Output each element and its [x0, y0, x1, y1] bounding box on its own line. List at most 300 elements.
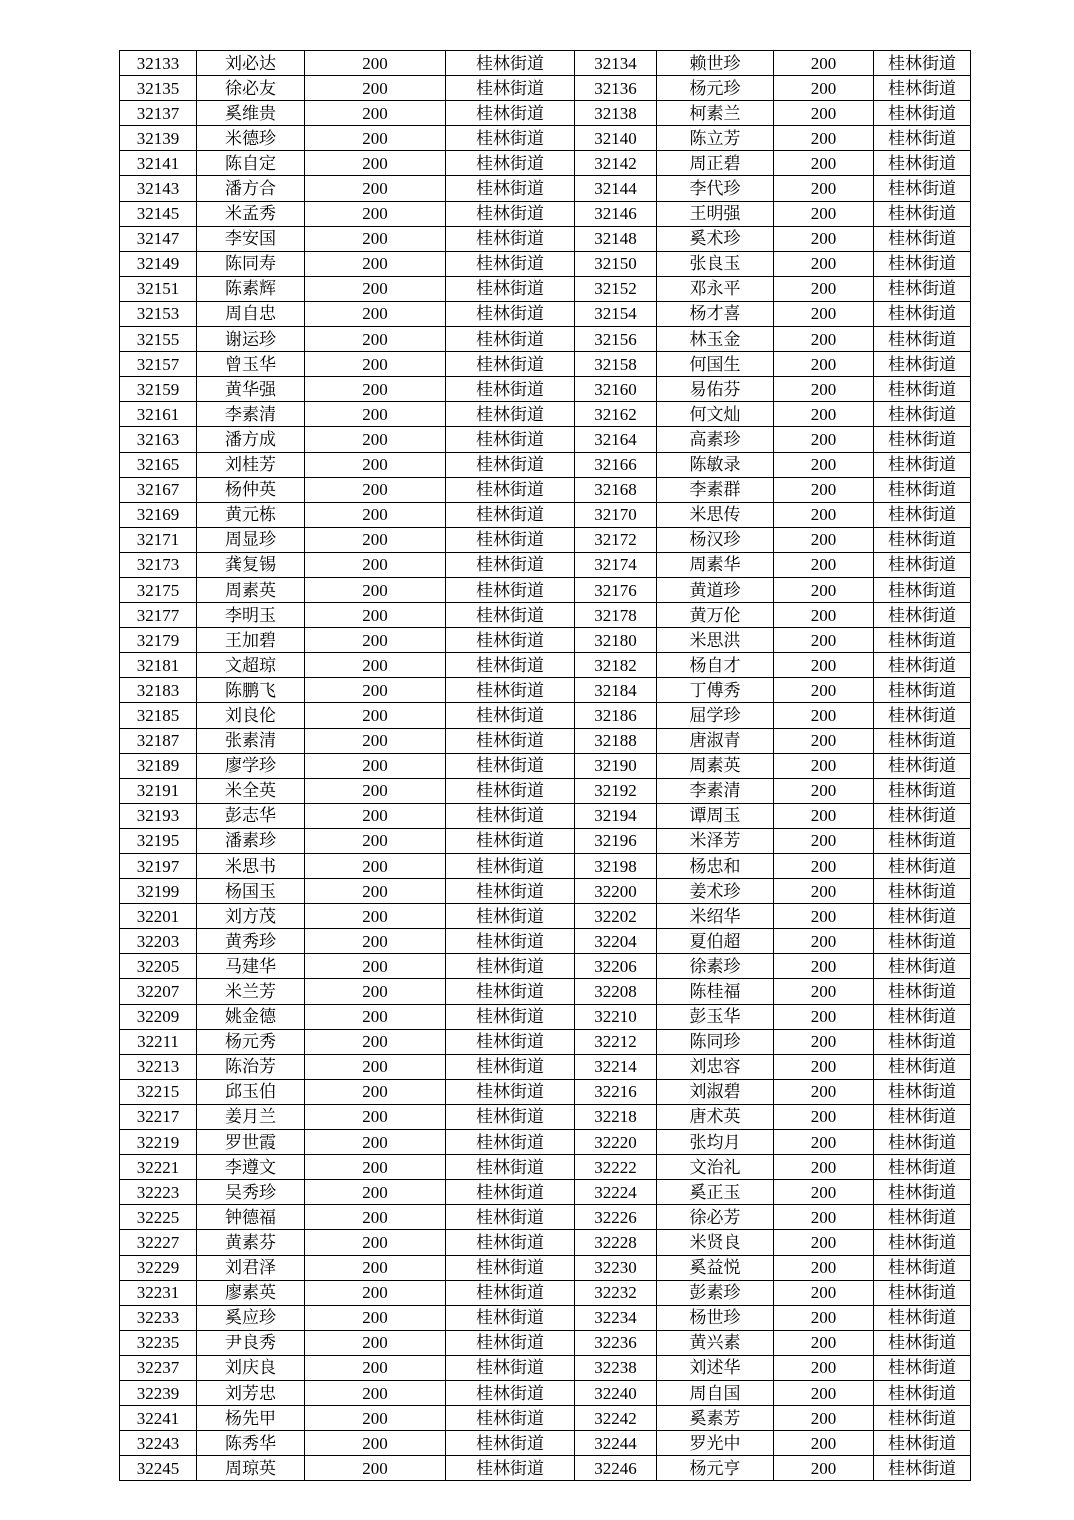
cell-street-name: 桂林街道 [874, 653, 971, 678]
cell-street-name: 桂林街道 [874, 778, 971, 803]
cell-serial-number: 32187 [120, 728, 197, 753]
cell-street-name: 桂林街道 [874, 1406, 971, 1431]
cell-amount: 200 [774, 703, 874, 728]
cell-person-name: 米全英 [197, 778, 305, 803]
table-row [120, 1305, 971, 1330]
cell-person-name: 刘良伦 [197, 703, 305, 728]
table-row [120, 427, 971, 452]
cell-street-name: 桂林街道 [446, 577, 575, 602]
cell-street-name: 桂林街道 [446, 427, 575, 452]
cell-street-name: 桂林街道 [446, 301, 575, 326]
cell-amount: 200 [774, 201, 874, 226]
cell-serial-number: 32162 [575, 402, 657, 427]
cell-person-name: 龚复锡 [197, 552, 305, 577]
cell-person-name: 刘庆良 [197, 1355, 305, 1380]
cell-serial-number: 32168 [575, 477, 657, 502]
cell-amount: 200 [305, 653, 446, 678]
cell-person-name: 黄秀珍 [197, 929, 305, 954]
cell-person-name: 彭玉华 [657, 1004, 774, 1029]
cell-person-name: 陈自定 [197, 151, 305, 176]
cell-serial-number: 32157 [120, 352, 197, 377]
cell-person-name: 米兰芳 [197, 979, 305, 1004]
cell-serial-number: 32177 [120, 603, 197, 628]
cell-street-name: 桂林街道 [874, 1205, 971, 1230]
cell-serial-number: 32145 [120, 201, 197, 226]
table-row [120, 1456, 971, 1481]
cell-amount: 200 [774, 352, 874, 377]
cell-street-name: 桂林街道 [874, 577, 971, 602]
cell-person-name: 陈鹏飞 [197, 678, 305, 703]
cell-street-name: 桂林街道 [874, 828, 971, 853]
cell-serial-number: 32222 [575, 1155, 657, 1180]
table-row [120, 653, 971, 678]
cell-person-name: 米贤良 [657, 1230, 774, 1255]
table-row [120, 879, 971, 904]
table-row [120, 1255, 971, 1280]
cell-serial-number: 32148 [575, 226, 657, 251]
cell-person-name: 杨先甲 [197, 1406, 305, 1431]
cell-person-name: 何国生 [657, 352, 774, 377]
cell-serial-number: 32223 [120, 1180, 197, 1205]
cell-serial-number: 32198 [575, 854, 657, 879]
cell-street-name: 桂林街道 [446, 803, 575, 828]
table-row [120, 1280, 971, 1305]
cell-serial-number: 32139 [120, 126, 197, 151]
cell-amount: 200 [774, 1004, 874, 1029]
cell-street-name: 桂林街道 [874, 954, 971, 979]
cell-street-name: 桂林街道 [446, 477, 575, 502]
cell-person-name: 赖世珍 [657, 51, 774, 76]
cell-street-name: 桂林街道 [874, 427, 971, 452]
cell-person-name: 周自忠 [197, 301, 305, 326]
cell-street-name: 桂林街道 [874, 628, 971, 653]
cell-street-name: 桂林街道 [874, 176, 971, 201]
cell-amount: 200 [774, 226, 874, 251]
cell-serial-number: 32220 [575, 1130, 657, 1155]
cell-amount: 200 [305, 527, 446, 552]
cell-person-name: 邓永平 [657, 276, 774, 301]
cell-street-name: 桂林街道 [446, 1406, 575, 1431]
cell-person-name: 彭志华 [197, 803, 305, 828]
cell-serial-number: 32160 [575, 377, 657, 402]
table-row [120, 76, 971, 101]
cell-street-name: 桂林街道 [874, 1180, 971, 1205]
cell-person-name: 钟德福 [197, 1205, 305, 1230]
cell-serial-number: 32156 [575, 327, 657, 352]
table-row [120, 1029, 971, 1054]
cell-amount: 200 [774, 653, 874, 678]
cell-person-name: 周素华 [657, 552, 774, 577]
cell-amount: 200 [305, 1255, 446, 1280]
cell-serial-number: 32144 [575, 176, 657, 201]
cell-amount: 200 [305, 226, 446, 251]
table-row [120, 1054, 971, 1079]
cell-street-name: 桂林街道 [874, 301, 971, 326]
cell-amount: 200 [305, 427, 446, 452]
cell-person-name: 马建华 [197, 954, 305, 979]
cell-amount: 200 [774, 276, 874, 301]
cell-street-name: 桂林街道 [446, 929, 575, 954]
cell-person-name: 杨世珍 [657, 1305, 774, 1330]
cell-serial-number: 32206 [575, 954, 657, 979]
table-row [120, 301, 971, 326]
table-row [120, 377, 971, 402]
cell-person-name: 高素珍 [657, 427, 774, 452]
cell-street-name: 桂林街道 [874, 151, 971, 176]
cell-street-name: 桂林街道 [874, 251, 971, 276]
cell-street-name: 桂林街道 [874, 327, 971, 352]
cell-serial-number: 32200 [575, 879, 657, 904]
table-row [120, 603, 971, 628]
cell-person-name: 陈秀华 [197, 1431, 305, 1456]
cell-street-name: 桂林街道 [446, 828, 575, 853]
cell-person-name: 潘方成 [197, 427, 305, 452]
table-row [120, 1330, 971, 1355]
cell-street-name: 桂林街道 [874, 377, 971, 402]
cell-amount: 200 [774, 251, 874, 276]
cell-amount: 200 [305, 452, 446, 477]
cell-serial-number: 32229 [120, 1255, 197, 1280]
cell-serial-number: 32142 [575, 151, 657, 176]
cell-amount: 200 [774, 301, 874, 326]
roster-table-body [120, 51, 971, 1481]
table-row [120, 1205, 971, 1230]
cell-person-name: 陈素辉 [197, 276, 305, 301]
cell-person-name: 周正碧 [657, 151, 774, 176]
cell-street-name: 桂林街道 [446, 1380, 575, 1405]
cell-amount: 200 [305, 628, 446, 653]
cell-serial-number: 32214 [575, 1054, 657, 1079]
cell-street-name: 桂林街道 [874, 753, 971, 778]
cell-amount: 200 [774, 527, 874, 552]
cell-person-name: 杨汉珍 [657, 527, 774, 552]
cell-street-name: 桂林街道 [874, 1456, 971, 1481]
cell-amount: 200 [305, 51, 446, 76]
cell-amount: 200 [305, 828, 446, 853]
cell-street-name: 桂林街道 [874, 879, 971, 904]
cell-person-name: 陈治芳 [197, 1054, 305, 1079]
cell-amount: 200 [305, 1104, 446, 1129]
cell-amount: 200 [774, 452, 874, 477]
cell-street-name: 桂林街道 [874, 728, 971, 753]
cell-street-name: 桂林街道 [446, 452, 575, 477]
cell-person-name: 陈敏录 [657, 452, 774, 477]
cell-street-name: 桂林街道 [874, 904, 971, 929]
cell-person-name: 唐术英 [657, 1104, 774, 1129]
cell-serial-number: 32233 [120, 1305, 197, 1330]
cell-person-name: 陈同珍 [657, 1029, 774, 1054]
cell-street-name: 桂林街道 [874, 1029, 971, 1054]
cell-person-name: 徐必友 [197, 76, 305, 101]
table-row [120, 1004, 971, 1029]
cell-street-name: 桂林街道 [874, 502, 971, 527]
cell-serial-number: 32201 [120, 904, 197, 929]
cell-amount: 200 [774, 552, 874, 577]
cell-person-name: 周显珍 [197, 527, 305, 552]
cell-person-name: 刘方茂 [197, 904, 305, 929]
cell-serial-number: 32186 [575, 703, 657, 728]
table-row [120, 1079, 971, 1104]
table-row [120, 276, 971, 301]
cell-amount: 200 [774, 176, 874, 201]
cell-person-name: 张良玉 [657, 251, 774, 276]
cell-serial-number: 32246 [575, 1456, 657, 1481]
cell-serial-number: 32176 [575, 577, 657, 602]
cell-person-name: 杨忠和 [657, 854, 774, 879]
cell-serial-number: 32164 [575, 427, 657, 452]
cell-person-name: 周素英 [197, 577, 305, 602]
cell-serial-number: 32155 [120, 327, 197, 352]
cell-serial-number: 32180 [575, 628, 657, 653]
cell-person-name: 吴秀珍 [197, 1180, 305, 1205]
cell-amount: 200 [305, 778, 446, 803]
cell-person-name: 王明强 [657, 201, 774, 226]
cell-serial-number: 32158 [575, 352, 657, 377]
cell-amount: 200 [305, 1431, 446, 1456]
cell-street-name: 桂林街道 [446, 1205, 575, 1230]
cell-street-name: 桂林街道 [874, 1079, 971, 1104]
cell-person-name: 杨元亨 [657, 1456, 774, 1481]
cell-serial-number: 32202 [575, 904, 657, 929]
cell-person-name: 潘方合 [197, 176, 305, 201]
cell-serial-number: 32163 [120, 427, 197, 452]
cell-amount: 200 [774, 1255, 874, 1280]
cell-person-name: 陈桂福 [657, 979, 774, 1004]
cell-serial-number: 32137 [120, 101, 197, 126]
cell-serial-number: 32235 [120, 1330, 197, 1355]
cell-person-name: 柯素兰 [657, 101, 774, 126]
cell-person-name: 周琼英 [197, 1456, 305, 1481]
cell-serial-number: 32135 [120, 76, 197, 101]
cell-serial-number: 32141 [120, 151, 197, 176]
table-row [120, 728, 971, 753]
cell-serial-number: 32143 [120, 176, 197, 201]
cell-amount: 200 [305, 678, 446, 703]
cell-amount: 200 [305, 201, 446, 226]
cell-amount: 200 [305, 176, 446, 201]
cell-serial-number: 32149 [120, 251, 197, 276]
cell-amount: 200 [305, 1456, 446, 1481]
cell-street-name: 桂林街道 [874, 1130, 971, 1155]
cell-street-name: 桂林街道 [874, 1380, 971, 1405]
cell-amount: 200 [305, 979, 446, 1004]
cell-person-name: 张均月 [657, 1130, 774, 1155]
cell-person-name: 姜术珍 [657, 879, 774, 904]
cell-amount: 200 [774, 1305, 874, 1330]
table-row [120, 703, 971, 728]
cell-serial-number: 32216 [575, 1079, 657, 1104]
cell-serial-number: 32219 [120, 1130, 197, 1155]
cell-amount: 200 [774, 1406, 874, 1431]
cell-serial-number: 32146 [575, 201, 657, 226]
cell-street-name: 桂林街道 [874, 1255, 971, 1280]
cell-person-name: 奚应珍 [197, 1305, 305, 1330]
cell-amount: 200 [774, 1456, 874, 1481]
cell-serial-number: 32184 [575, 678, 657, 703]
cell-street-name: 桂林街道 [446, 251, 575, 276]
cell-amount: 200 [305, 577, 446, 602]
cell-street-name: 桂林街道 [874, 1104, 971, 1129]
cell-serial-number: 32182 [575, 653, 657, 678]
cell-amount: 200 [305, 477, 446, 502]
cell-person-name: 米德珍 [197, 126, 305, 151]
table-row [120, 1104, 971, 1129]
cell-street-name: 桂林街道 [446, 1104, 575, 1129]
cell-person-name: 罗光中 [657, 1431, 774, 1456]
cell-street-name: 桂林街道 [446, 276, 575, 301]
cell-amount: 200 [305, 703, 446, 728]
cell-street-name: 桂林街道 [874, 1155, 971, 1180]
cell-amount: 200 [774, 828, 874, 853]
cell-serial-number: 32208 [575, 979, 657, 1004]
cell-amount: 200 [305, 502, 446, 527]
cell-street-name: 桂林街道 [446, 1280, 575, 1305]
cell-amount: 200 [305, 1029, 446, 1054]
cell-amount: 200 [305, 1305, 446, 1330]
cell-amount: 200 [305, 1155, 446, 1180]
cell-amount: 200 [774, 1380, 874, 1405]
table-row [120, 904, 971, 929]
cell-serial-number: 32178 [575, 603, 657, 628]
cell-person-name: 黄元栋 [197, 502, 305, 527]
cell-person-name: 姜月兰 [197, 1104, 305, 1129]
cell-street-name: 桂林街道 [874, 76, 971, 101]
cell-serial-number: 32215 [120, 1079, 197, 1104]
cell-person-name: 刘芳忠 [197, 1380, 305, 1405]
cell-amount: 200 [305, 1380, 446, 1405]
cell-amount: 200 [305, 1406, 446, 1431]
cell-serial-number: 32199 [120, 879, 197, 904]
cell-amount: 200 [305, 954, 446, 979]
cell-street-name: 桂林街道 [874, 552, 971, 577]
cell-person-name: 米绍华 [657, 904, 774, 929]
cell-amount: 200 [774, 101, 874, 126]
table-row [120, 753, 971, 778]
cell-amount: 200 [774, 1130, 874, 1155]
cell-amount: 200 [305, 301, 446, 326]
table-row [120, 251, 971, 276]
cell-serial-number: 32188 [575, 728, 657, 753]
cell-serial-number: 32150 [575, 251, 657, 276]
cell-serial-number: 32171 [120, 527, 197, 552]
cell-street-name: 桂林街道 [874, 352, 971, 377]
cell-person-name: 奚素芳 [657, 1406, 774, 1431]
cell-person-name: 丁傅秀 [657, 678, 774, 703]
cell-street-name: 桂林街道 [446, 527, 575, 552]
cell-street-name: 桂林街道 [446, 176, 575, 201]
cell-person-name: 杨元珍 [657, 76, 774, 101]
cell-amount: 200 [774, 327, 874, 352]
cell-serial-number: 32174 [575, 552, 657, 577]
cell-street-name: 桂林街道 [446, 1255, 575, 1280]
cell-serial-number: 32207 [120, 979, 197, 1004]
cell-serial-number: 32140 [575, 126, 657, 151]
cell-amount: 200 [305, 1205, 446, 1230]
cell-amount: 200 [774, 879, 874, 904]
cell-person-name: 李素群 [657, 477, 774, 502]
cell-serial-number: 32194 [575, 803, 657, 828]
table-row [120, 1380, 971, 1405]
cell-amount: 200 [774, 1104, 874, 1129]
cell-person-name: 李代珍 [657, 176, 774, 201]
table-row [120, 678, 971, 703]
table-row [120, 1355, 971, 1380]
cell-person-name: 李素清 [657, 778, 774, 803]
cell-amount: 200 [305, 879, 446, 904]
cell-amount: 200 [774, 1431, 874, 1456]
cell-serial-number: 32147 [120, 226, 197, 251]
cell-serial-number: 32197 [120, 854, 197, 879]
cell-person-name: 徐必芳 [657, 1205, 774, 1230]
table-row [120, 778, 971, 803]
table-row [120, 1155, 971, 1180]
cell-street-name: 桂林街道 [874, 402, 971, 427]
table-row [120, 402, 971, 427]
cell-amount: 200 [774, 954, 874, 979]
table-row [120, 1230, 971, 1255]
cell-person-name: 黄万伦 [657, 603, 774, 628]
cell-person-name: 奚维贵 [197, 101, 305, 126]
cell-person-name: 谢运珍 [197, 327, 305, 352]
cell-street-name: 桂林街道 [874, 101, 971, 126]
cell-street-name: 桂林街道 [446, 1079, 575, 1104]
table-row [120, 126, 971, 151]
cell-amount: 200 [305, 728, 446, 753]
cell-amount: 200 [305, 151, 446, 176]
cell-serial-number: 32221 [120, 1155, 197, 1180]
table-row [120, 502, 971, 527]
cell-street-name: 桂林街道 [874, 929, 971, 954]
cell-serial-number: 32241 [120, 1406, 197, 1431]
cell-serial-number: 32167 [120, 477, 197, 502]
cell-person-name: 刘述华 [657, 1355, 774, 1380]
cell-person-name: 米孟秀 [197, 201, 305, 226]
table-row [120, 452, 971, 477]
cell-serial-number: 32228 [575, 1230, 657, 1255]
cell-street-name: 桂林街道 [446, 904, 575, 929]
cell-person-name: 刘淑碧 [657, 1079, 774, 1104]
cell-street-name: 桂林街道 [446, 201, 575, 226]
cell-amount: 200 [305, 327, 446, 352]
cell-amount: 200 [305, 854, 446, 879]
table-row [120, 552, 971, 577]
cell-street-name: 桂林街道 [446, 678, 575, 703]
cell-person-name: 杨国玉 [197, 879, 305, 904]
cell-person-name: 李明玉 [197, 603, 305, 628]
cell-amount: 200 [774, 377, 874, 402]
cell-amount: 200 [774, 753, 874, 778]
cell-person-name: 李素清 [197, 402, 305, 427]
cell-street-name: 桂林街道 [446, 753, 575, 778]
cell-serial-number: 32183 [120, 678, 197, 703]
cell-street-name: 桂林街道 [446, 879, 575, 904]
cell-person-name: 陈同寿 [197, 251, 305, 276]
cell-street-name: 桂林街道 [874, 803, 971, 828]
cell-person-name: 杨自才 [657, 653, 774, 678]
cell-street-name: 桂林街道 [446, 1029, 575, 1054]
cell-amount: 200 [774, 1330, 874, 1355]
cell-street-name: 桂林街道 [446, 653, 575, 678]
cell-street-name: 桂林街道 [874, 126, 971, 151]
cell-amount: 200 [305, 276, 446, 301]
cell-serial-number: 32205 [120, 954, 197, 979]
cell-serial-number: 32203 [120, 929, 197, 954]
cell-street-name: 桂林街道 [874, 703, 971, 728]
cell-street-name: 桂林街道 [446, 1230, 575, 1255]
cell-street-name: 桂林街道 [874, 979, 971, 1004]
cell-amount: 200 [774, 1054, 874, 1079]
cell-street-name: 桂林街道 [446, 1330, 575, 1355]
